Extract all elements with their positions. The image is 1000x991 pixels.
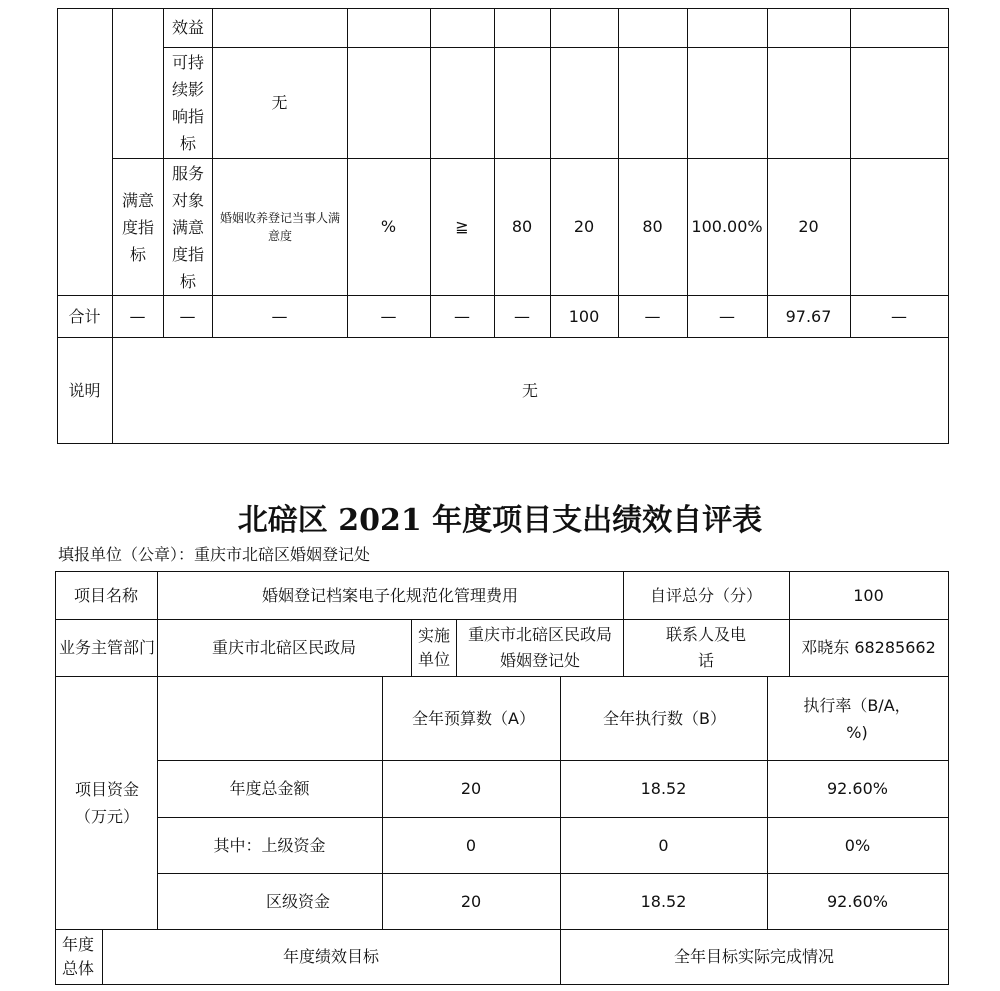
service-obj-label: 服务对象满意度指标 [171,163,204,291]
impl-label: 实施单位 [417,626,450,669]
project-name: 婚姻登记档案电子化规范化管理费用 [261,585,518,605]
total-dash: — [271,306,288,326]
fund-row-label: 年度总金额 [229,779,310,798]
col-rate: 执行率（B/A，%) [803,695,911,742]
fund-row-budget: 20 [460,779,482,798]
fund-row-label: 其中：上级资金 [213,835,326,855]
contact: 邓晓东 68285662 [801,638,936,657]
dept: 重庆市北碚区民政局 [211,638,356,657]
reporting-unit: 填报单位（公章）：重庆市北碚区婚姻登记处 [58,545,371,564]
total-dash: — [644,306,661,326]
fund-row-executed: 18.52 [640,779,687,798]
note-value: 无 [521,380,538,400]
fund-label: 项目资金（万元） [74,780,139,826]
page-title: 北碚区 2021 年度项目支出绩效自评表 [237,503,763,538]
total-dash: — [891,306,907,326]
total-dash: — [380,306,397,326]
self-score-label: 自评总分（分） [649,585,762,605]
fund-row-executed: 18.52 [640,891,687,911]
dept-label: 业务主管部门 [59,638,156,657]
score-cell: 20 [798,217,819,236]
fund-row-rate: 92.60% [826,891,888,911]
target-cell: 80 [511,217,533,236]
annual-overall-label: 年度总体 [61,935,94,978]
actual-cell: 80 [642,217,663,236]
total-dash: — [719,306,735,326]
benefit-label: 效益 [171,17,204,37]
rate-cell: 100.00% [691,217,763,236]
sustainable-value: 无 [271,93,288,112]
total-score: 97.67 [785,306,832,326]
annual-goal-label: 年度绩效目标 [282,947,379,966]
total-dash: — [454,306,470,326]
sustainable-label: 可持续影响指标 [171,53,204,153]
self-score: 100 [853,585,884,605]
total-weight: 100 [568,306,600,326]
satisfaction-item: 婚姻收养登记当事人满意度 [219,211,340,243]
weight-cell: 20 [573,217,595,236]
operator-cell: ≧ [455,217,469,236]
fund-row-rate: 0% [844,835,871,855]
fund-row-label: 区级资金 [265,891,330,911]
total-dash: — [514,306,530,326]
contact-label: 联系人及电话 [665,625,746,670]
satisfaction-label: 满意度指标 [121,190,154,264]
fund-row-budget: 0 [465,835,477,855]
impl-unit: 重庆市北碚区民政局婚姻登记处 [467,625,612,670]
fund-row-rate: 92.60% [826,779,888,798]
fund-row-executed: 0 [658,835,669,855]
project-name-label: 项目名称 [73,585,138,605]
completion-label: 全年目标实际完成情况 [673,947,834,966]
total-label: 合计 [68,306,101,326]
fund-row-budget: 20 [460,891,482,911]
note-label: 说明 [68,380,101,400]
col-budget: 全年预算数（A） [412,709,535,728]
total-dash: — [129,306,146,326]
total-dash: — [179,306,196,326]
col-executed: 全年执行数（B） [603,709,726,728]
unit-cell: % [380,217,397,236]
